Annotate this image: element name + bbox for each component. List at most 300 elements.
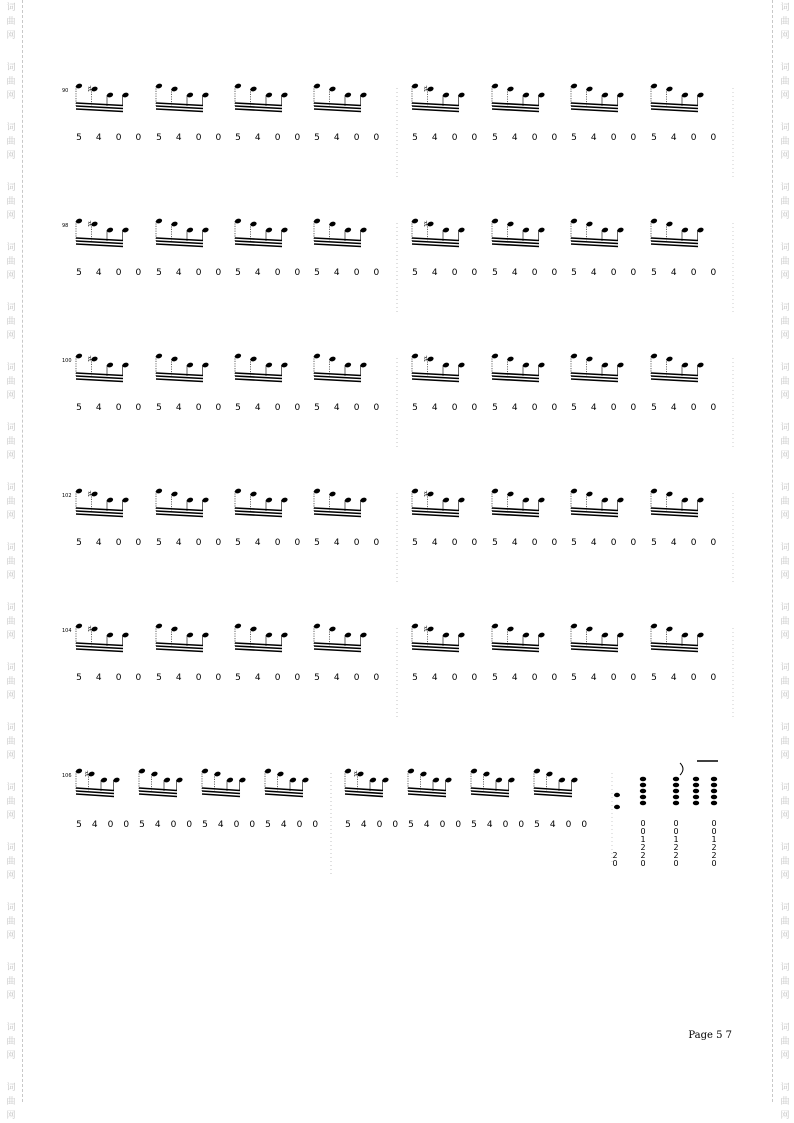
note-beam <box>202 788 240 791</box>
watermark-char: 曲 <box>6 1097 16 1107</box>
note-head <box>155 353 163 360</box>
tab-number: 0 <box>135 133 142 143</box>
tab-number: 5 <box>651 133 657 143</box>
note-head <box>329 86 337 93</box>
tab-number: 0 <box>471 268 478 278</box>
note-head <box>234 623 242 630</box>
tab-number: 0 <box>710 133 717 143</box>
tab-number: 4 <box>333 538 340 548</box>
tab-number: 5 <box>235 403 241 413</box>
note-head <box>442 227 450 234</box>
tab-number: 0 <box>690 673 697 683</box>
tab-number: 0 <box>215 268 222 278</box>
tab-number: 0 <box>531 538 538 548</box>
tab-number: 0 <box>690 133 697 143</box>
watermark-char: 曲 <box>780 917 790 927</box>
tab-number: 4 <box>590 403 597 413</box>
note-beam <box>235 511 282 514</box>
note-head <box>522 227 530 234</box>
tab-number: 0 <box>630 673 637 683</box>
note-head <box>313 353 321 360</box>
watermark-char: 词 <box>6 843 16 853</box>
watermark-char: 词 <box>6 63 16 73</box>
tab-number: 0 <box>565 820 572 830</box>
note-beam <box>651 649 698 652</box>
watermark-char: 曲 <box>780 797 790 807</box>
note-beam <box>412 646 459 649</box>
chord-tab-number: 0 <box>711 827 717 836</box>
music-system <box>0 620 794 730</box>
note-head <box>650 488 658 495</box>
tab-number: 0 <box>353 673 360 683</box>
tab-number: 4 <box>254 538 261 548</box>
note-beam <box>156 646 203 649</box>
note-beam <box>314 649 361 652</box>
note-beam <box>471 794 509 797</box>
tab-number: 0 <box>123 820 130 830</box>
tab-number: 0 <box>471 673 478 683</box>
watermark-char: 词 <box>780 903 790 913</box>
note-head <box>281 632 289 639</box>
note-beam <box>235 379 282 382</box>
tab-number: 0 <box>215 538 222 548</box>
note-head <box>163 777 171 784</box>
watermark-char: 词 <box>780 123 790 133</box>
tab-number: 0 <box>215 403 222 413</box>
note-head <box>277 771 285 778</box>
note-beam <box>76 103 123 106</box>
note-head <box>382 777 390 784</box>
tab-number: 0 <box>195 673 202 683</box>
note-head <box>122 362 130 369</box>
tab-number: 0 <box>195 268 202 278</box>
chord-tab-number: 0 <box>640 819 646 828</box>
note-beam <box>492 106 539 109</box>
chord-tab-number: 2 <box>711 851 717 860</box>
note-beam <box>314 238 361 241</box>
watermark-char: 网 <box>780 691 790 701</box>
note-beam <box>76 241 123 244</box>
note-beam <box>156 109 203 112</box>
tab-number: 5 <box>492 133 498 143</box>
note-head <box>711 783 717 788</box>
tab-number: 4 <box>486 820 493 830</box>
watermark-char: 网 <box>6 631 16 641</box>
measure-number: 106 <box>62 773 72 779</box>
note-head <box>538 632 546 639</box>
note-beam <box>265 791 303 794</box>
note-beam <box>314 646 361 649</box>
note-beam <box>571 379 618 382</box>
note-beam <box>571 514 618 517</box>
tab-number: 0 <box>195 538 202 548</box>
note-head <box>673 795 679 800</box>
note-head <box>106 92 114 99</box>
tab-number: 4 <box>431 403 438 413</box>
tab-number: 0 <box>710 538 717 548</box>
note-head <box>666 626 674 633</box>
note-head <box>122 632 130 639</box>
watermark-char: 曲 <box>780 77 790 87</box>
note-head <box>650 83 658 90</box>
note-head <box>250 626 258 633</box>
watermark-char: 词 <box>780 243 790 253</box>
note-head <box>442 632 450 639</box>
note-head <box>570 353 578 360</box>
note-beam <box>345 788 383 791</box>
note-beam <box>492 373 539 376</box>
note-head <box>666 356 674 363</box>
tab-number: 0 <box>551 403 558 413</box>
tab-number: 5 <box>76 820 82 830</box>
note-beam <box>235 103 282 106</box>
tab-number: 5 <box>76 538 82 548</box>
note-head <box>186 92 194 99</box>
note-head <box>360 632 368 639</box>
watermark-char: 曲 <box>6 257 16 267</box>
note-beam <box>314 379 361 382</box>
tab-number: 4 <box>670 268 677 278</box>
note-beam <box>571 508 618 511</box>
tab-number: 4 <box>431 673 438 683</box>
tab-number: 0 <box>353 538 360 548</box>
note-beam <box>651 106 698 109</box>
tab-number: 0 <box>294 673 301 683</box>
watermark-char: 词 <box>780 603 790 613</box>
tab-number: 0 <box>471 403 478 413</box>
note-head <box>239 777 247 784</box>
watermark-char: 曲 <box>780 677 790 687</box>
watermark-char: 网 <box>6 151 16 161</box>
tab-number: 5 <box>651 268 657 278</box>
watermark-char: 曲 <box>780 497 790 507</box>
note-beam <box>156 373 203 376</box>
note-head <box>711 795 717 800</box>
tab-number: 0 <box>531 268 538 278</box>
watermark-char: 曲 <box>6 77 16 87</box>
note-head <box>75 623 83 630</box>
note-beam <box>571 103 618 106</box>
watermark-char: 词 <box>6 603 16 613</box>
note-beam <box>412 376 459 379</box>
tab-number: 5 <box>571 268 577 278</box>
sharp-sign: ♯ <box>87 85 92 95</box>
tab-number: 5 <box>471 820 477 830</box>
note-head <box>329 491 337 498</box>
note-head <box>546 771 554 778</box>
note-head <box>265 497 273 504</box>
tab-number: 4 <box>670 673 677 683</box>
note-beam <box>76 373 123 376</box>
watermark-char: 网 <box>6 331 16 341</box>
note-head <box>508 777 516 784</box>
note-beam <box>408 794 446 797</box>
watermark-char: 词 <box>780 483 790 493</box>
note-head <box>507 86 515 93</box>
note-beam <box>492 376 539 379</box>
note-beam <box>156 238 203 241</box>
note-head <box>122 227 130 234</box>
tab-number: 4 <box>254 403 261 413</box>
note-beam <box>156 376 203 379</box>
tab-number: 5 <box>314 268 320 278</box>
tab-number: 5 <box>156 403 162 413</box>
watermark-char: 网 <box>780 331 790 341</box>
chord-tab-number: 0 <box>612 859 618 868</box>
tab-number: 4 <box>431 268 438 278</box>
note-head <box>360 227 368 234</box>
note-head <box>697 497 705 504</box>
note-head <box>302 777 310 784</box>
note-beam <box>571 241 618 244</box>
note-flag <box>680 763 683 775</box>
note-beam <box>156 508 203 511</box>
watermark-char: 词 <box>780 423 790 433</box>
sharp-sign: ♯ <box>423 490 428 500</box>
tab-number: 0 <box>296 820 303 830</box>
tab-number: 0 <box>710 403 717 413</box>
note-head <box>265 362 273 369</box>
tab-number: 0 <box>581 820 588 830</box>
note-beam <box>412 508 459 511</box>
note-beam <box>651 109 698 112</box>
tab-number: 4 <box>511 268 518 278</box>
note-beam <box>235 643 282 646</box>
note-beam <box>235 649 282 652</box>
tab-number: 5 <box>235 538 241 548</box>
note-head <box>202 632 210 639</box>
watermark-char: 词 <box>780 363 790 373</box>
tab-row <box>0 402 794 414</box>
watermark-char: 词 <box>780 1023 790 1033</box>
note-beam <box>571 109 618 112</box>
note-head <box>407 768 415 775</box>
tab-number: 0 <box>630 268 637 278</box>
note-head <box>681 227 689 234</box>
note-beam <box>471 788 509 791</box>
note-beam <box>412 238 459 241</box>
note-beam <box>314 643 361 646</box>
tab-number: 5 <box>534 820 540 830</box>
note-head <box>558 777 566 784</box>
tab-number: 5 <box>412 133 418 143</box>
tab-number: 0 <box>135 403 142 413</box>
tab-number: 0 <box>373 403 380 413</box>
tab-number: 0 <box>531 673 538 683</box>
note-head <box>617 632 625 639</box>
watermark-char: 曲 <box>6 797 16 807</box>
note-head <box>264 768 272 775</box>
tab-number: 4 <box>590 133 597 143</box>
measure-number: 100 <box>62 358 72 364</box>
sharp-sign: ♯ <box>353 770 358 780</box>
tab-number: 5 <box>156 133 162 143</box>
note-head <box>75 488 83 495</box>
note-beam <box>651 511 698 514</box>
note-head <box>155 218 163 225</box>
note-head <box>344 768 352 775</box>
watermark-char: 曲 <box>6 17 16 27</box>
tab-number: 5 <box>314 133 320 143</box>
watermark-char: 网 <box>6 451 16 461</box>
tab-number: 4 <box>95 673 102 683</box>
note-head <box>507 491 515 498</box>
watermark-char: 网 <box>6 1051 16 1061</box>
note-beam <box>314 373 361 376</box>
note-head <box>171 221 179 228</box>
tab-row <box>0 537 794 549</box>
tab-number: 0 <box>451 133 458 143</box>
watermark-char: 网 <box>780 511 790 521</box>
note-head <box>420 771 428 778</box>
note-head <box>122 497 130 504</box>
measure-number: 104 <box>62 628 72 634</box>
note-head <box>202 362 210 369</box>
note-beam <box>76 508 123 511</box>
measure-number: 102 <box>62 493 72 499</box>
tab-number: 5 <box>571 538 577 548</box>
tab-number: 0 <box>710 673 717 683</box>
note-head <box>640 777 646 782</box>
note-beam <box>314 514 361 517</box>
note-head <box>202 92 210 99</box>
note-beam <box>492 103 539 106</box>
note-beam <box>76 511 123 514</box>
tab-number: 5 <box>571 403 577 413</box>
note-head <box>106 497 114 504</box>
tab-number: 5 <box>202 820 208 830</box>
note-beam <box>412 379 459 382</box>
watermark-char: 网 <box>6 1111 16 1121</box>
note-head <box>673 789 679 794</box>
sharp-sign: ♯ <box>87 355 92 365</box>
note-beam <box>412 109 459 112</box>
chord-tab-number: 0 <box>673 819 679 828</box>
tab-number: 4 <box>175 403 182 413</box>
tab-number: 0 <box>610 673 617 683</box>
tab-number: 4 <box>175 673 182 683</box>
note-beam <box>156 643 203 646</box>
tab-number: 5 <box>314 403 320 413</box>
tab-number: 5 <box>651 538 657 548</box>
note-head <box>570 218 578 225</box>
music-system <box>0 350 794 460</box>
watermark-char: 网 <box>6 91 16 101</box>
note-beam <box>265 788 303 791</box>
note-head <box>344 497 352 504</box>
tab-number: 4 <box>95 538 102 548</box>
note-beam <box>412 514 459 517</box>
note-head <box>411 218 419 225</box>
watermark-char: 曲 <box>6 437 16 447</box>
tab-number: 5 <box>492 268 498 278</box>
note-beam <box>235 373 282 376</box>
watermark-char: 词 <box>780 723 790 733</box>
note-head <box>601 227 609 234</box>
note-beam <box>314 109 361 112</box>
watermark-char: 网 <box>780 751 790 761</box>
tab-number: 0 <box>215 133 222 143</box>
note-head <box>411 623 419 630</box>
note-head <box>411 488 419 495</box>
note-head <box>681 632 689 639</box>
note-head <box>360 497 368 504</box>
note-head <box>360 92 368 99</box>
note-head <box>458 227 466 234</box>
watermark-char: 网 <box>780 151 790 161</box>
watermark-char: 词 <box>780 303 790 313</box>
watermark-char: 网 <box>780 631 790 641</box>
note-head <box>673 801 679 806</box>
tab-number: 0 <box>294 403 301 413</box>
note-head <box>329 356 337 363</box>
note-head <box>570 623 578 630</box>
watermark-char: 网 <box>6 271 16 281</box>
tab-number: 0 <box>294 133 301 143</box>
note-beam <box>202 794 240 797</box>
tab-number: 0 <box>135 268 142 278</box>
tab-number: 0 <box>610 538 617 548</box>
note-beam <box>651 379 698 382</box>
note-head <box>491 623 499 630</box>
watermark-char: 网 <box>6 991 16 1001</box>
note-head <box>533 768 541 775</box>
note-head <box>171 86 179 93</box>
note-beam <box>76 646 123 649</box>
note-head <box>344 632 352 639</box>
tab-number: 4 <box>175 538 182 548</box>
watermark-char: 网 <box>780 1111 790 1121</box>
tab-number: 0 <box>451 268 458 278</box>
watermark-char: 网 <box>6 511 16 521</box>
watermark-char: 词 <box>6 543 16 553</box>
chord-tab-number: 0 <box>673 859 679 868</box>
note-head <box>155 83 163 90</box>
tab-number: 5 <box>651 673 657 683</box>
tab-number: 4 <box>670 133 677 143</box>
note-head <box>234 353 242 360</box>
watermark-char: 曲 <box>6 497 16 507</box>
note-head <box>106 362 114 369</box>
watermark-char: 曲 <box>6 857 16 867</box>
tab-number: 0 <box>353 403 360 413</box>
note-head <box>250 221 258 228</box>
note-head <box>106 632 114 639</box>
watermark-char: 词 <box>780 1083 790 1093</box>
tab-number: 0 <box>710 268 717 278</box>
tab-number: 0 <box>135 538 142 548</box>
watermark-char: 曲 <box>6 977 16 987</box>
watermark-char: 曲 <box>6 197 16 207</box>
note-head <box>640 801 646 806</box>
note-beam <box>76 643 123 646</box>
chord-tab-number: 2 <box>640 843 646 852</box>
tab-number: 0 <box>690 268 697 278</box>
note-head <box>570 488 578 495</box>
note-beam <box>412 649 459 652</box>
tab-number: 0 <box>373 538 380 548</box>
note-beam <box>492 244 539 247</box>
note-beam <box>492 109 539 112</box>
watermark-char: 词 <box>780 963 790 973</box>
watermark-char: 曲 <box>780 977 790 987</box>
watermark-char: 网 <box>6 751 16 761</box>
tab-number: 0 <box>274 133 281 143</box>
note-beam <box>314 241 361 244</box>
tab-number: 5 <box>156 673 162 683</box>
watermark-char: 曲 <box>780 137 790 147</box>
tab-number: 0 <box>531 403 538 413</box>
